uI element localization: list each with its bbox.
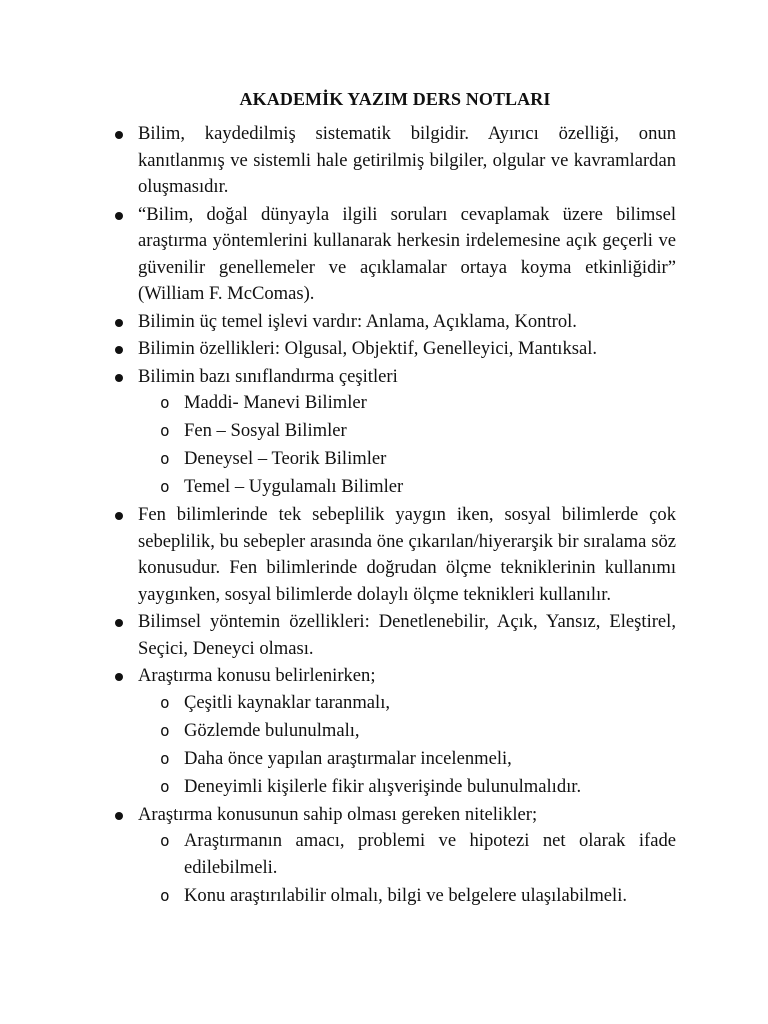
bullet-text: Araştırma konusu belirlenirken; — [138, 665, 376, 686]
bullet-dot-icon — [115, 212, 123, 220]
circle-bullet-icon: o — [160, 477, 170, 496]
sub-item-text: Maddi- Manevi Bilimler — [184, 392, 367, 413]
sub-list — [160, 390, 676, 501]
bullet-dot-icon — [115, 319, 123, 327]
circle-bullet-icon: o — [160, 831, 170, 850]
sub-item-text: Araştırmanın amacı, problemi ve hipotezi net olarak ifade edilebilmeli. — [184, 830, 676, 878]
sub-item-text: Konu araştırılabilir olmalı, bilgi ve belgelere ulaşılabilmeli. — [184, 884, 628, 906]
notes-content — [138, 121, 676, 911]
sub-item — [160, 690, 676, 717]
circle-bullet-icon: o — [160, 720, 170, 740]
sub-item-text: Fen – Sosyal Bilimler — [184, 420, 347, 441]
bullet-dot-icon — [115, 812, 123, 820]
bullet-item — [138, 202, 676, 308]
bullet-dot-icon — [115, 346, 123, 354]
bullet-item — [138, 802, 676, 910]
bullet-dot-icon — [115, 619, 123, 627]
sub-item — [160, 883, 676, 910]
circle-bullet-icon: o — [160, 748, 170, 768]
bullet-text: “Bilim, doğal dünyayla ilgili soruları cevaplamak üzere bilimsel araştırma yöntemlerini kullanarak herkesin irdelemesine açık geçerli ve güvenilir genellemeler ve açıklamalar ortaya koyma etkinliğidir” (William F. McComas). — [138, 203, 676, 304]
page-title: AKADEMİK YAZIM DERS NOTLARI — [239, 89, 551, 109]
bullet-text: Bilimin özellikleri: Olgusal, Objektif, Genelleyici, Mantıksal. — [138, 338, 598, 359]
sub-item-text: Daha önce yapılan araştırmalar incelenmeli, — [184, 747, 512, 769]
bullet-text: Bilimin üç temel işlevi vardır: Anlama, Açıklama, Kontrol. — [138, 310, 577, 332]
bullet-item — [138, 609, 676, 662]
circle-bullet-icon: o — [160, 885, 170, 905]
bullet-list — [138, 121, 676, 909]
sub-item-text: Temel – Uygulamalı Bilimler — [184, 476, 404, 497]
circle-bullet-icon: o — [160, 393, 170, 412]
sub-item — [160, 390, 676, 417]
circle-bullet-icon: o — [160, 692, 170, 712]
sub-item-text: Gözlemde bulunulmalı, — [184, 719, 360, 741]
bullet-dot-icon — [115, 131, 123, 139]
bullet-text: Araştırma konusunun sahip olması gereken nitelikler; — [138, 803, 538, 825]
bullet-dot-icon — [115, 512, 123, 520]
sub-list — [160, 690, 676, 801]
bullet-text: Fen bilimlerinde tek sebeplilik yaygın iken, sosyal bilimlerde çok sebeplilik, bu sebepler arasında öne çıkarılan/hiyerarşik bir sıralama söz konusudur. Fen bilimlerinde doğrudan ölçme tekniklerinin kullanımı yaygınken, sosyal bilimlerde dolaylı ölçme teknikleri kullanılır. — [138, 504, 676, 605]
bullet-dot-icon — [115, 374, 123, 382]
sub-item — [160, 474, 676, 501]
circle-bullet-icon: o — [160, 421, 170, 440]
sub-item — [160, 446, 676, 473]
sub-list — [160, 828, 676, 909]
bullet-text: Bilimsel yöntemin özellikleri: Denetlenebilir, Açık, Yansız, Eleştirel, Seçici, Deneyci olması. — [138, 611, 676, 659]
bullet-item — [138, 309, 676, 336]
bullet-text: Bilim, kaydedilmiş sistematik bilgidir. Ayırıcı özelliği, onun kanıtlanmış ve sistemli hale getirilmiş bilgiler, olgular ve kavramlardan oluşmasıdır. — [138, 123, 676, 197]
sub-item — [160, 746, 676, 773]
bullet-item — [138, 121, 676, 201]
sub-item-text: Deneysel – Teorik Bilimler — [184, 448, 387, 469]
bullet-item — [138, 663, 676, 800]
bullet-item — [138, 502, 676, 608]
sub-item — [160, 718, 676, 745]
circle-bullet-icon: o — [160, 449, 170, 468]
bullet-item — [138, 336, 676, 363]
bullet-item — [138, 364, 676, 501]
sub-item — [160, 418, 676, 445]
sub-item — [160, 828, 676, 881]
sub-item-text: Deneyimli kişilerle fikir alışverişinde bulunulmalıdır. — [184, 775, 582, 797]
bullet-dot-icon — [115, 673, 123, 681]
circle-bullet-icon: o — [160, 776, 170, 796]
bullet-text: Bilimin bazı sınıflandırma çeşitleri — [138, 365, 398, 387]
sub-item — [160, 774, 676, 801]
sub-item-text: Çeşitli kaynaklar taranmalı, — [184, 691, 391, 713]
